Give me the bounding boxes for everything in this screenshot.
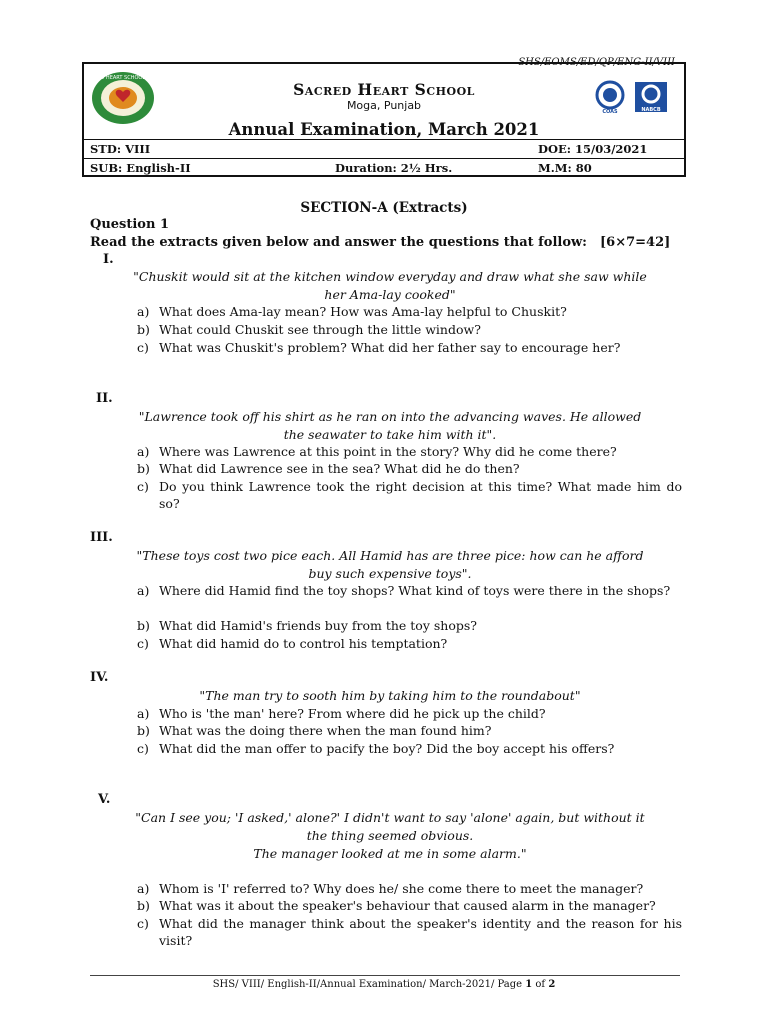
question-item: b) What could Chuskit see through the little window? xyxy=(137,322,481,337)
question-item: a) Who is 'the man' here? From where did he pick up the child? xyxy=(137,706,546,721)
school-location: Moga, Punjab xyxy=(346,99,422,112)
question-item: b) What was it about the speaker's behaviour that caused alarm in the manager? xyxy=(137,898,656,913)
question-item: a) Whom is 'I' referred to? Why does he/ she come there to meet the manager? xyxy=(137,881,644,896)
logo-lettering: SACRED HEART SCHOOL MOGA xyxy=(83,75,163,81)
max-marks-label: M.M: 80 xyxy=(538,161,592,175)
question-item: a) What does Ama-lay mean? How was Ama-lay helpful to Chuskit? xyxy=(137,304,567,319)
duration-label: Duration: 2½ Hrs. xyxy=(335,161,453,175)
extract-quote: "Lawrence took off his shirt as he ran on into the advancing waves. He allowed the seawater to take him with it". xyxy=(138,409,642,442)
section-title: SECTION-A (Extracts) xyxy=(300,200,468,216)
question-title: Question 1 xyxy=(90,217,170,232)
question-item: b) What was the doing there when the man found him? xyxy=(137,723,492,738)
question-item: b) What did Lawrence see in the sea? What did he do then? xyxy=(137,461,520,476)
std-label: STD: VIII xyxy=(90,142,151,156)
extract-number: II. xyxy=(96,391,113,406)
question-item: a) Where did Hamid find the toy shops? What kind of toys were there in the shops? xyxy=(137,583,671,598)
badge-lettering: NABCB xyxy=(641,107,661,113)
question-item: b) What did Hamid's friends buy from the toy shops? xyxy=(137,618,477,633)
question-item: a) Where was Lawrence at this point in the story? Why did he come there? xyxy=(137,444,617,459)
question-item: c) What did the man offer to pacify the boy? Did the boy accept his offers? xyxy=(137,741,615,756)
subject-label: SUB: English-II xyxy=(90,161,191,175)
header-divider xyxy=(82,158,686,159)
footer-divider xyxy=(90,975,680,976)
question-item: c) What did hamid do to control his temptation? xyxy=(137,636,448,651)
question-item: c) What was Chuskit's problem? What did her father say to encourage her? xyxy=(137,340,621,355)
extract-number: V. xyxy=(98,792,111,807)
marks-label: [6×7=42] xyxy=(600,235,671,250)
instruction-text: Read the extracts given below and answer the questions that follow: xyxy=(90,235,587,250)
exam-title: Annual Examination, March 2021 xyxy=(228,120,540,139)
school-name: Sacred Heart School xyxy=(293,80,475,99)
extract-quote: "Can I see you; 'I asked,' alone?' I didn't want to say 'alone' again, but without it the thing seemed obvious. The manager looked at me in some alarm." xyxy=(135,810,645,861)
extract-quote: "The man try to sooth him by taking him to the roundabout" xyxy=(199,688,581,703)
extract-quote: "Chuskit would sit at the kitchen window everyday and draw what she saw while her Ama-lay cooked" xyxy=(133,269,647,302)
extract-number: IV. xyxy=(90,670,109,685)
extract-quote: "These toys cost two pice each. All Hamid has are three pice: how can he afford buy such expensive toys". xyxy=(136,548,644,581)
header-divider xyxy=(82,139,686,140)
badge-lettering: COAS xyxy=(602,109,618,115)
extract-number: III. xyxy=(90,530,113,545)
document-code: SHS/EOMS/ED/QP/ENG-II/VIII xyxy=(518,57,675,68)
extract-number: I. xyxy=(103,252,114,267)
page-footer: SHS/ VIII/ English-II/Annual Examination/ March-2021/ Page 1 of 2 xyxy=(212,979,556,990)
question-item: c) Do you think Lawrence took the right decision at this time? What made him do so? xyxy=(137,479,682,511)
question-item: c) What did the manager think about the speaker's identity and the reason for his visit? xyxy=(137,916,682,948)
doe-label: DOE: 15/03/2021 xyxy=(538,142,648,156)
